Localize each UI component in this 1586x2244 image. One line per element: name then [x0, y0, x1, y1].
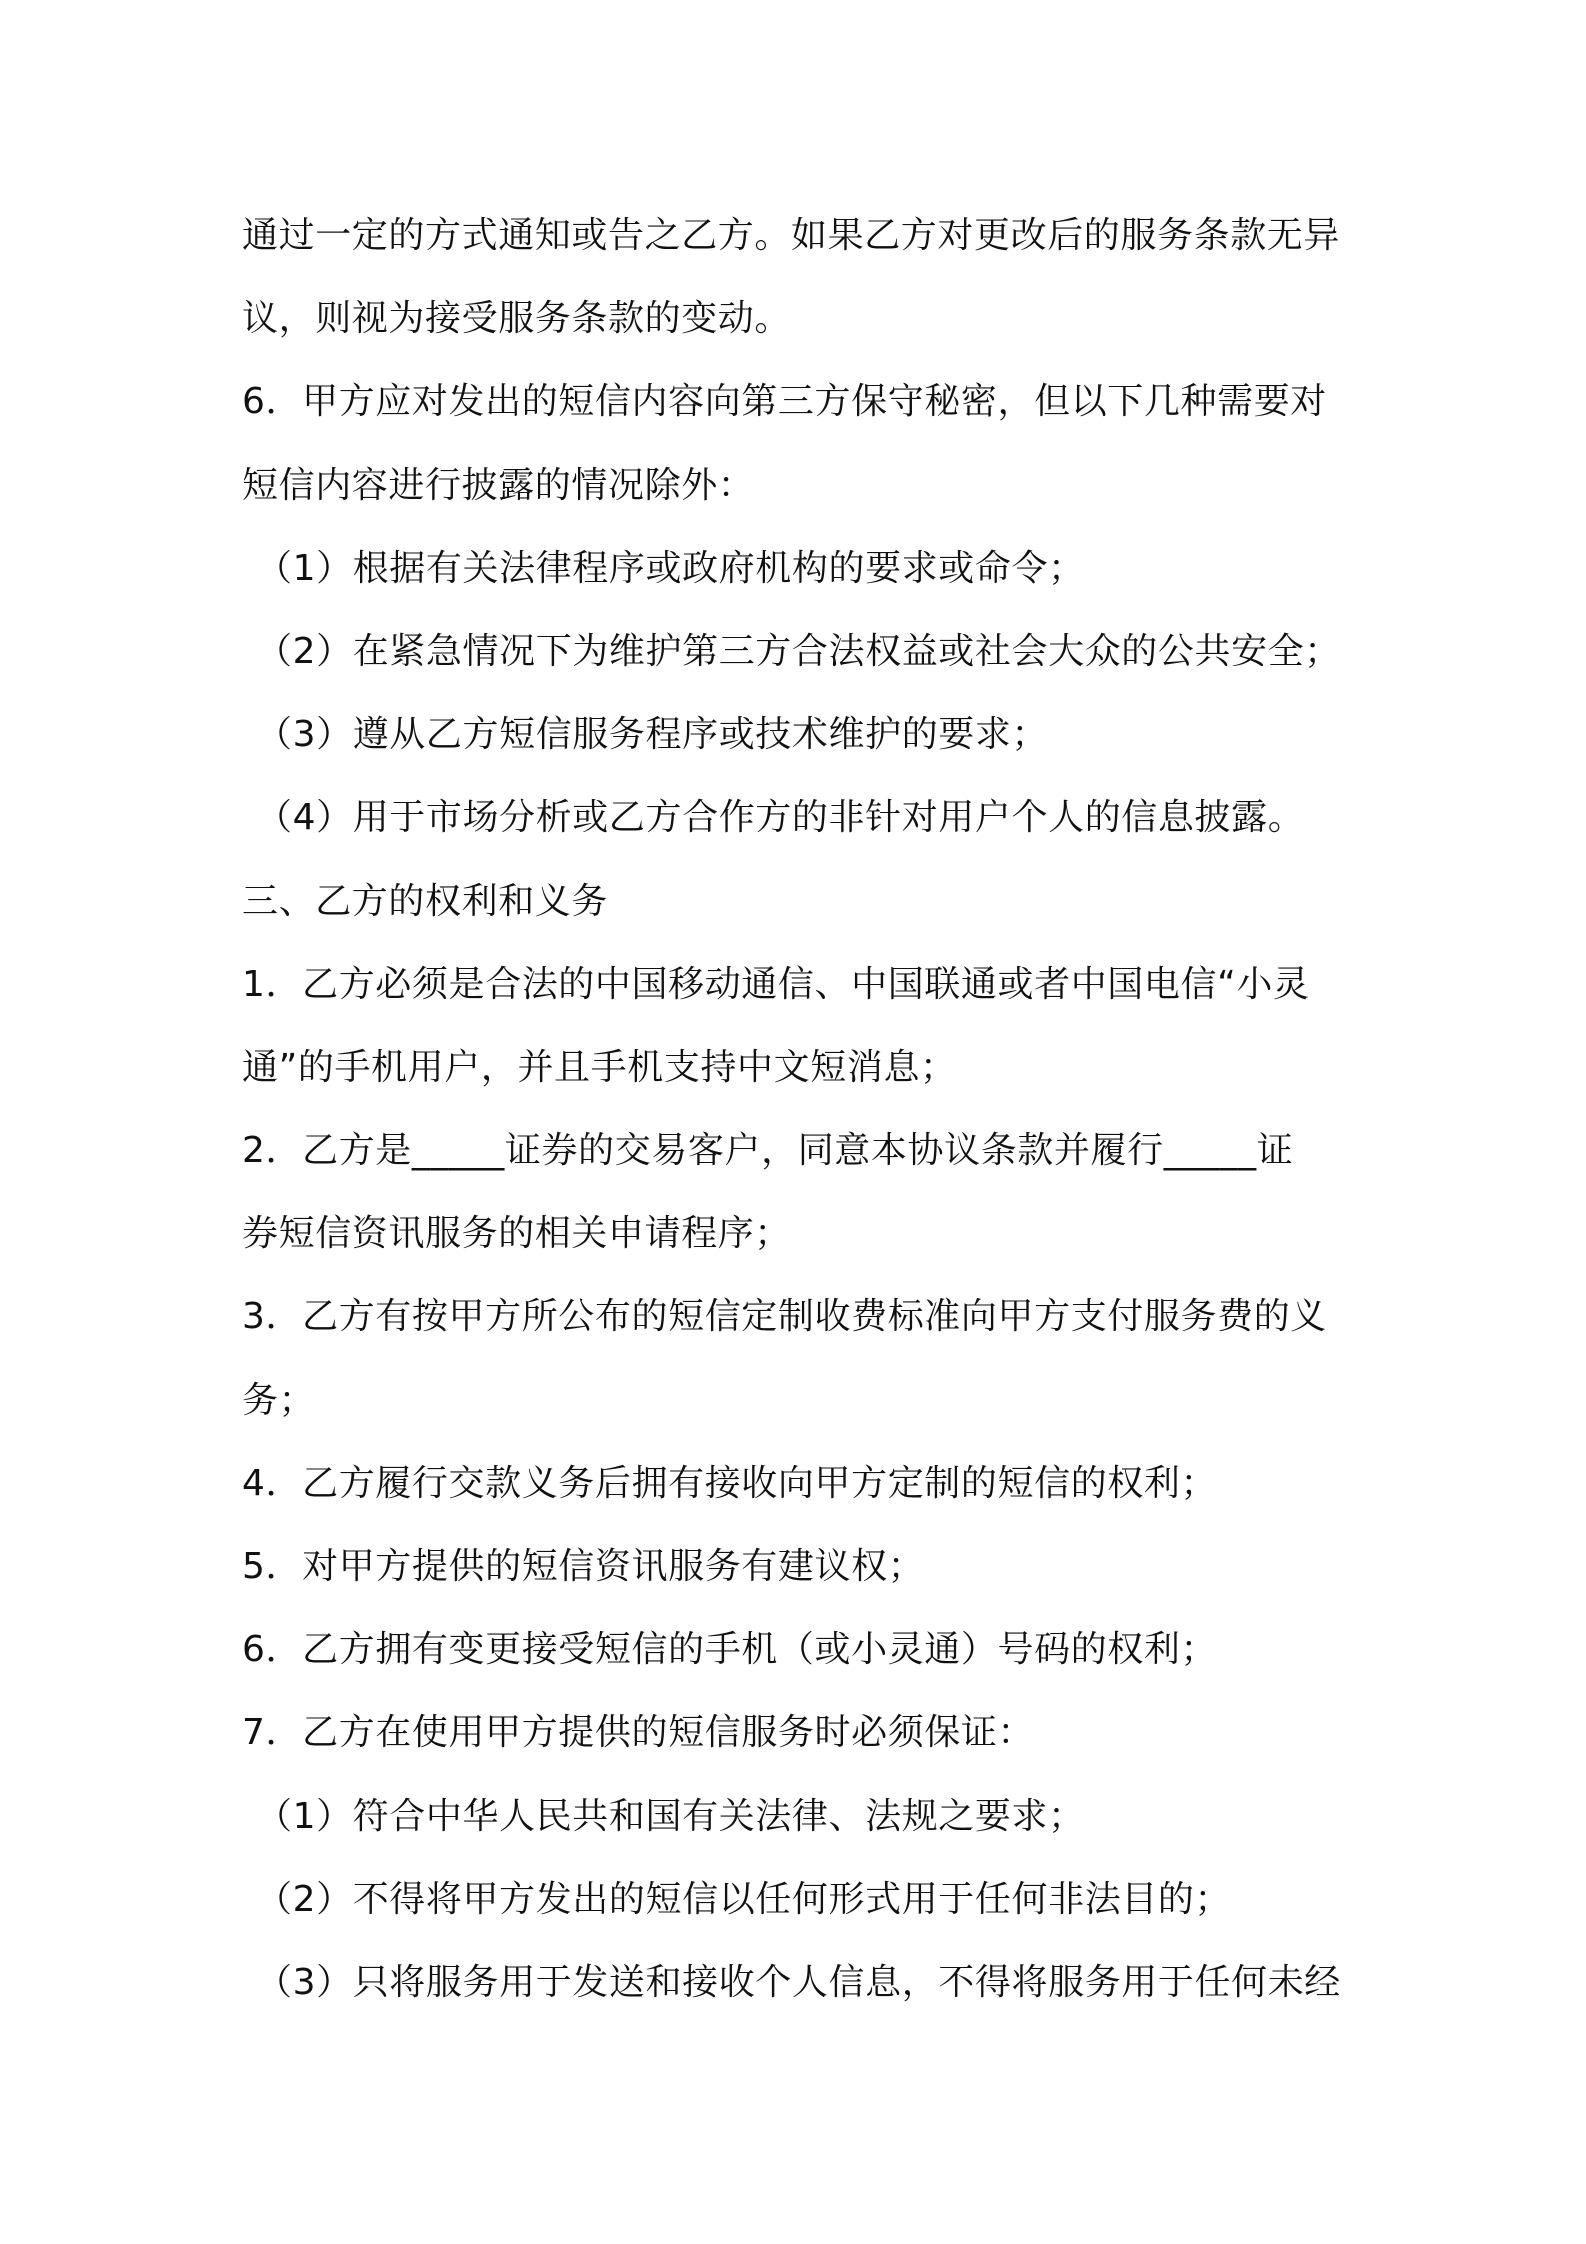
sub-item-1: （1）根据有关法律程序或政府机构的要求或命令；: [256, 547, 1085, 589]
sub-item-2: （2）不得将甲方发出的短信以任何形式用于任何非法目的；: [256, 1878, 1232, 1920]
clause-2-line: 券短信资讯服务的相关申请程序；: [242, 1213, 792, 1255]
paragraph-line: 议，则视为接受服务条款的变动。: [242, 298, 792, 340]
clause-6-line: 短信内容进行披露的情况除外：: [242, 464, 755, 506]
clause-1-line: 通”的手机用户，并且手机支持中文短消息；: [242, 1046, 957, 1088]
clause-7-line: 7．乙方在使用甲方提供的短信服务时必须保证：: [242, 1712, 1035, 1754]
clause-3-line: 3．乙方有按甲方所公布的短信定制收费标准向甲方支付服务费的义: [242, 1296, 1327, 1338]
section-heading: 三、乙方的权利和义务: [242, 880, 609, 922]
clause-5-line: 5．对甲方提供的短信资讯服务有建议权；: [242, 1546, 925, 1587]
clause-6-line: 6．乙方拥有变更接受短信的手机（或小灵通）号码的权利；: [242, 1629, 1218, 1671]
document-body: [242, 194, 1362, 2024]
clause-3-line: 务；: [242, 1379, 316, 1421]
clause-6-line: 6．甲方应对发出的短信内容向第三方保守秘密，但以下几种需要对: [242, 381, 1327, 423]
sub-item-1: （1）符合中华人民共和国有关法律、法规之要求；: [256, 1795, 1085, 1837]
sub-item-3: （3）遵从乙方短信服务程序或技术维护的要求；: [256, 714, 1049, 756]
clause-1-line: 1．乙方必须是合法的中国移动通信、中国联通或者中国电信“小灵: [242, 963, 1310, 1005]
clause-4-line: 4．乙方履行交款义务后拥有接收向甲方定制的短信的权利；: [242, 1462, 1218, 1504]
sub-item-3: （3）只将服务用于发送和接收个人信息，不得将服务用于任何未经: [256, 1961, 1341, 2003]
sub-item-4: （4）用于市场分析或乙方合作方的非针对用户个人的信息披露。: [256, 797, 1305, 839]
sub-item-2: （2）在紧急情况下为维护第三方合法权益或社会大众的公共安全；: [256, 630, 1341, 672]
paragraph-line: 通过一定的方式通知或告之乙方。如果乙方对更改后的服务条款无异: [242, 215, 1341, 256]
clause-2-line: 2．乙方是_____证券的交易客户，同意本协议条款并履行_____证: [242, 1130, 1294, 1172]
